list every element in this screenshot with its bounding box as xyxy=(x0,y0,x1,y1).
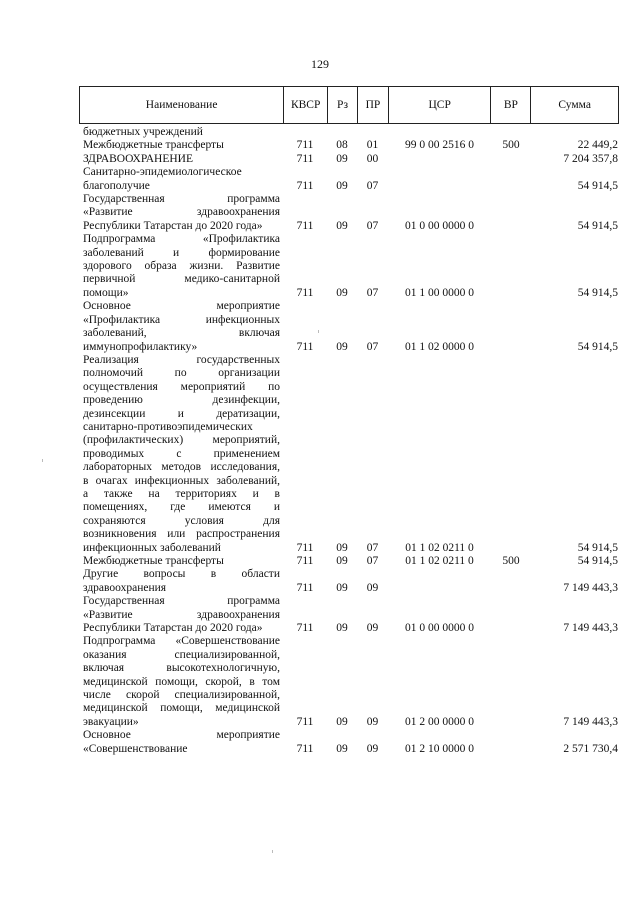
name-line: (профилактических) мероприятий, xyxy=(83,434,280,447)
row-name xyxy=(79,233,283,300)
name-line: медицинской помощи, медицинской xyxy=(83,702,280,715)
name-line: полномочий по организации xyxy=(83,367,280,380)
cell-kvsr: 711 xyxy=(296,622,314,635)
cell-csr: 01 1 00 0000 0 xyxy=(405,286,474,299)
cell-pr: 09 xyxy=(366,742,379,755)
name-line: Республики Татарстан до 2020 года» xyxy=(83,219,263,232)
name-line: первичной медико-санитарной xyxy=(83,273,280,286)
table-row xyxy=(79,635,619,729)
cell-sum: 7 149 443,3 xyxy=(563,715,618,728)
cell-pr: 07 xyxy=(366,179,379,192)
cell-csr: 01 0 00 0000 0 xyxy=(405,622,474,635)
header-pr: ПР xyxy=(357,87,388,123)
cell-pr: 00 xyxy=(366,152,379,165)
name-line: санитарно-противоэпидемических xyxy=(83,420,253,433)
table-row xyxy=(79,595,619,635)
name-line: ЗДРАВООХРАНЕНИЕ xyxy=(83,152,194,165)
name-line: Государственная программа xyxy=(83,595,280,608)
cell-pr: 09 xyxy=(366,622,379,635)
header-rz: Рз xyxy=(327,87,357,123)
row-name xyxy=(79,166,283,193)
table-row xyxy=(79,126,619,139)
name-line: оказания специализированной, xyxy=(83,648,280,661)
cell-rz: 09 xyxy=(336,555,348,567)
name-line: Основное мероприятие xyxy=(83,729,280,742)
table-body xyxy=(79,126,619,756)
cell-rz: 09 xyxy=(336,219,348,232)
row-name xyxy=(79,193,283,233)
table-row xyxy=(79,354,619,555)
name-line: помощи» xyxy=(83,286,129,299)
name-line: возникновения или распространения xyxy=(83,528,280,541)
table-row xyxy=(79,139,619,152)
table-row xyxy=(79,193,619,233)
cell-sum: 2 571 730,4 xyxy=(563,742,618,755)
row-name xyxy=(79,635,283,729)
cell-vr: 500 xyxy=(502,139,520,152)
cell-sum: 7 149 443,3 xyxy=(563,581,618,594)
cell-pr: 01 xyxy=(366,139,379,152)
name-line: Основное мероприятие xyxy=(83,300,280,313)
cell-pr: 07 xyxy=(366,340,379,353)
page-number: 129 xyxy=(311,57,329,71)
table-row xyxy=(79,233,619,300)
row-name xyxy=(79,139,283,152)
cell-kvsr: 711 xyxy=(296,715,314,728)
cell-sum: 54 914,5 xyxy=(577,219,618,232)
scan-mark xyxy=(42,459,43,462)
name-line: Подпрограмма «Профилактика xyxy=(83,233,280,246)
name-line: бюджетных учреждений xyxy=(83,126,203,138)
cell-csr: 01 2 00 0000 0 xyxy=(405,715,474,728)
cell-sum: 7 149 443,3 xyxy=(563,622,618,635)
name-line: «Развитие здравоохранения xyxy=(83,608,280,621)
cell-csr: 01 1 02 0211 0 xyxy=(405,555,474,567)
name-line: в очагах инфекционных заболеваний, xyxy=(83,474,280,487)
cell-sum: 54 914,5 xyxy=(577,541,618,554)
row-name xyxy=(79,729,283,756)
name-line: «Развитие здравоохранения xyxy=(83,206,280,219)
row-name xyxy=(79,153,283,166)
name-line: лабораторных методов исследования, xyxy=(83,461,280,474)
name-line: Государственная программа xyxy=(83,193,280,206)
cell-sum: 7 204 357,8 xyxy=(563,152,618,165)
name-line: помещениях, где имеются и xyxy=(83,501,280,514)
cell-kvsr: 711 xyxy=(296,742,314,755)
table-header xyxy=(79,86,619,124)
name-line: проводимых с применением xyxy=(83,447,280,460)
cell-kvsr: 711 xyxy=(296,139,314,152)
row-name xyxy=(79,595,283,635)
cell-rz: 09 xyxy=(336,179,348,192)
name-line: заболеваний и формирование xyxy=(83,246,280,259)
cell-kvsr: 711 xyxy=(296,152,314,165)
table-row xyxy=(79,166,619,193)
name-line: осуществления мероприятий по xyxy=(83,380,280,393)
cell-pr: 09 xyxy=(366,581,379,594)
scan-mark xyxy=(272,850,273,853)
name-line: «Профилактика инфекционных xyxy=(83,313,280,326)
header-csr: ЦСР xyxy=(388,87,491,123)
name-line: включая высокотехнологичную, xyxy=(83,662,280,675)
row-name xyxy=(79,555,283,568)
cell-pr: 07 xyxy=(366,219,379,232)
name-line: благополучие xyxy=(83,179,150,192)
name-line: Подпрограмма «Совершенствование xyxy=(83,635,280,648)
cell-rz: 09 xyxy=(336,715,348,728)
cell-kvsr: 711 xyxy=(296,581,314,594)
header-vr: ВР xyxy=(490,87,530,123)
cell-pr: 07 xyxy=(366,541,379,554)
cell-pr: 09 xyxy=(366,715,379,728)
name-line: а также на территориях и в xyxy=(83,487,280,500)
cell-kvsr: 711 xyxy=(296,541,314,554)
cell-kvsr: 711 xyxy=(296,286,314,299)
cell-kvsr: 711 xyxy=(296,179,314,192)
cell-vr: 500 xyxy=(502,555,520,567)
name-line: дезинсекции и дератизации, xyxy=(83,407,280,420)
name-line: инфекционных заболеваний xyxy=(83,541,221,554)
row-name xyxy=(79,568,283,595)
name-line: заболеваний, включая xyxy=(83,327,280,340)
cell-rz: 09 xyxy=(336,340,348,353)
cell-rz: 09 xyxy=(336,541,348,554)
table-row xyxy=(79,555,619,568)
name-line: Межбюджетные трансферты xyxy=(83,139,224,152)
name-line: эвакуации» xyxy=(83,715,139,728)
name-line: Другие вопросы в области xyxy=(83,568,280,581)
cell-sum: 54 914,5 xyxy=(577,179,618,192)
name-line: Республики Татарстан до 2020 года» xyxy=(83,622,263,635)
row-name xyxy=(79,354,283,555)
cell-rz: 09 xyxy=(336,742,348,755)
cell-rz: 09 xyxy=(336,286,348,299)
cell-csr: 01 0 00 0000 0 xyxy=(405,219,474,232)
row-name xyxy=(79,126,283,139)
cell-kvsr: 711 xyxy=(296,219,314,232)
name-line: Межбюджетные трансферты xyxy=(83,555,224,567)
cell-csr: 01 1 02 0000 0 xyxy=(405,340,474,353)
table-row xyxy=(79,153,619,166)
row-name xyxy=(79,300,283,354)
name-line: Санитарно-эпидемиологическое xyxy=(83,166,242,179)
cell-sum: 54 914,5 xyxy=(577,340,618,353)
table-row xyxy=(79,729,619,756)
scan-mark xyxy=(318,330,319,333)
name-line: здравоохранения xyxy=(83,581,167,594)
cell-csr: 01 2 10 0000 0 xyxy=(405,742,474,755)
name-line: числе скорой специализированной, xyxy=(83,689,280,702)
header-name: Наименование xyxy=(145,99,218,111)
cell-pr: 07 xyxy=(366,555,379,567)
header-sum: Сумма xyxy=(530,87,618,123)
cell-sum: 54 914,5 xyxy=(577,555,618,567)
cell-kvsr: 711 xyxy=(296,555,314,567)
name-line: проведению дезинфекции, xyxy=(83,394,280,407)
name-line: медицинской помощи, скорой, в том xyxy=(83,675,280,688)
cell-kvsr: 711 xyxy=(296,340,314,353)
cell-rz: 09 xyxy=(336,622,348,635)
cell-rz: 08 xyxy=(336,139,348,152)
cell-csr: 01 1 02 0211 0 xyxy=(405,541,474,554)
cell-rz: 09 xyxy=(336,152,348,165)
cell-sum: 54 914,5 xyxy=(577,286,618,299)
header-kvsr: КВСР xyxy=(283,87,327,123)
table-row xyxy=(79,300,619,354)
table-row xyxy=(79,568,619,595)
cell-csr: 99 0 00 2516 0 xyxy=(405,139,474,152)
name-line: «Совершенствование xyxy=(83,742,188,755)
name-line: иммунопрофилактику» xyxy=(83,340,198,353)
name-line: сохраняются условия для xyxy=(83,514,280,527)
name-line: здорового образа жизни. Развитие xyxy=(83,260,280,273)
cell-rz: 09 xyxy=(336,581,348,594)
cell-pr: 07 xyxy=(366,286,379,299)
name-line: Реализация государственных xyxy=(83,353,280,366)
cell-sum: 22 449,2 xyxy=(577,139,618,152)
